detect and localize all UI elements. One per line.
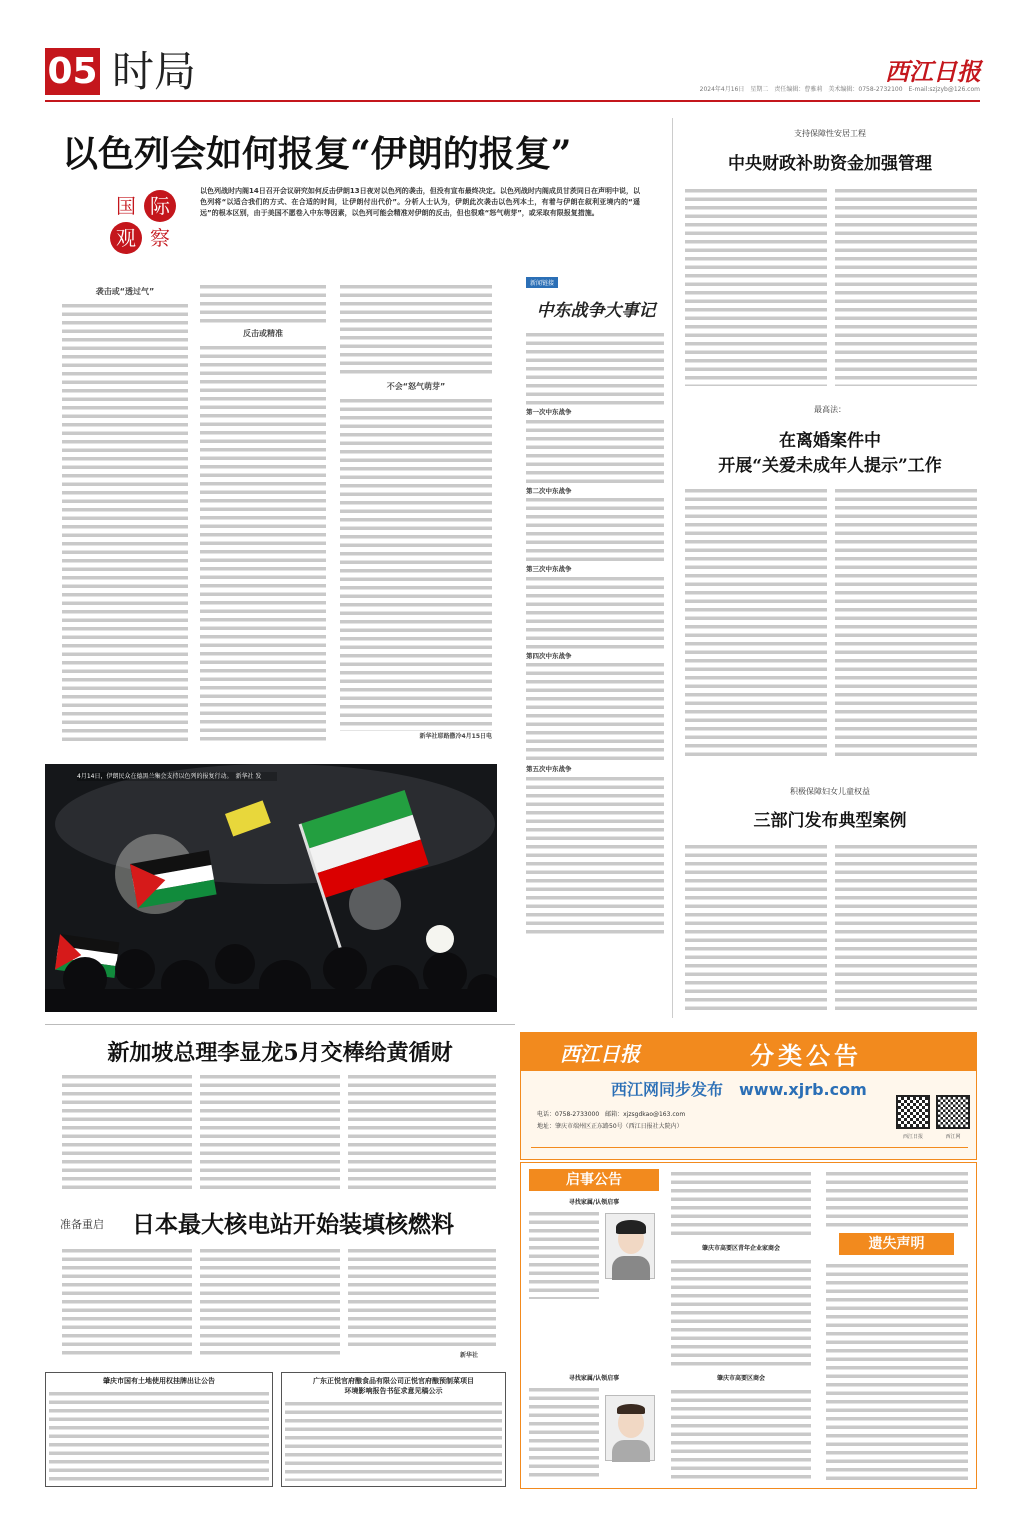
classified-contact-1: 电话：0758-2733000 邮箱：xjzsgdkao@163.com (537, 1111, 686, 1118)
article-1-kicker: 支持保障性安居工程 (794, 129, 866, 138)
classified-banner (520, 1032, 977, 1070)
subhead-2: 反击或精准 (243, 329, 283, 338)
body-text (526, 330, 664, 408)
notice-2-title-2: 环境影响报告书征求意见稿公示 (344, 1387, 443, 1395)
classified-contact-2: 地址：肇庆市端州区正东路50号（西江日报社大院内） (537, 1123, 683, 1130)
header-rule (45, 100, 980, 102)
notice-body (49, 1389, 269, 1481)
international-badge (110, 190, 180, 254)
byline: 新华社耶路撒冷4月15日电 (419, 733, 492, 740)
section-title: 时局 (112, 47, 197, 96)
article-2-body-a (685, 486, 827, 761)
main-body-col-2 (200, 282, 326, 752)
classified-subtitle: 西江网同步发布 www.xjrb.com (611, 1080, 867, 1099)
notice-section-1: 启事公告 (529, 1169, 659, 1191)
body-text (340, 282, 492, 377)
war-1-heading: 第一次中东战争 (526, 408, 572, 416)
col-divider (672, 118, 673, 1018)
article-3-kicker: 积极保障妇女儿童权益 (790, 787, 870, 796)
body-text (526, 574, 664, 652)
notice-col-3a (826, 1169, 968, 1229)
article-2-kicker: 最高法： (814, 405, 846, 414)
page-number-box: 05 (45, 48, 100, 95)
japan-byline: 新华社 (460, 1352, 479, 1359)
notice-box-1 (45, 1372, 273, 1487)
japan-title: 日本最大核电站开始装填核燃料 (132, 1211, 454, 1238)
notice-col-3b (826, 1261, 968, 1483)
notice-col-2a (671, 1169, 811, 1239)
notice-body (285, 1399, 502, 1481)
body-text (200, 343, 326, 743)
date-line: 2024年4月16日 星期二 责任编辑：曹雅莉 美术编辑：0758-2732100 E-mail:szjzyb@126.com (699, 86, 980, 93)
japan-body-b (200, 1246, 340, 1358)
chronicle-body (526, 330, 664, 1020)
article-2-title-2: 开展“关爱未成年人提示”工作 (718, 456, 942, 476)
seeking-heading-1: 寻找家属/认领启事 (568, 1199, 620, 1206)
chronicle-title: 中东战争大事记 (536, 301, 656, 321)
qr-code-1[interactable] (896, 1095, 930, 1129)
notice-subhead-1: 肇庆市高要区青年企业家商会 (701, 1245, 780, 1252)
notice-subhead-2: 肇庆市高要区商会 (716, 1375, 765, 1382)
classified-grid (520, 1162, 977, 1489)
singapore-body-b (200, 1072, 340, 1190)
body-text (526, 417, 664, 487)
war-2-heading: 第二次中东战争 (526, 486, 572, 495)
article-2-title-1: 在离婚案件中 (779, 431, 881, 451)
main-body-col-3 (340, 282, 492, 752)
subhead-3: 不会“怒气萌芽” (386, 382, 446, 391)
qr-code-2[interactable] (936, 1095, 970, 1129)
main-body-col-1 (62, 282, 188, 752)
badge-char-1: 国 (116, 194, 136, 218)
body-text (526, 495, 664, 565)
article-1-body-a (685, 186, 827, 386)
qr-label-1: 西江日报 (902, 1134, 923, 1140)
classified-title: 分类公告 (750, 1042, 862, 1070)
body-text (526, 660, 664, 765)
notice-col-2c (671, 1387, 811, 1483)
singapore-body-c (348, 1072, 496, 1190)
badge-char-2: 际 (144, 190, 176, 222)
seeking-heading-2: 寻找家属/认领启事 (568, 1375, 620, 1382)
subhead-1: 袭击或“透过气” (95, 287, 155, 296)
seeking-body-2 (529, 1385, 599, 1480)
photo-illustration (45, 764, 497, 1012)
war-3-heading: 第三次中东战争 (526, 565, 572, 573)
body-text (340, 396, 492, 731)
classified-info (520, 1070, 977, 1160)
body-text (62, 301, 188, 746)
article-3-title: 三部门发布典型案例 (753, 811, 907, 831)
badge-char-4: 察 (150, 226, 170, 250)
main-headline: 以色列会如何报复“伊朗的报复” (62, 133, 572, 175)
japan-body-c (348, 1246, 496, 1346)
article-3-body-b (835, 842, 977, 1014)
article-2-body-b (835, 486, 977, 761)
notice-box-2 (281, 1372, 506, 1487)
photo-caption: 4月14日，伊朗民众在德黑兰集会支持以色列的报复行动。 新华社 发 (77, 772, 277, 781)
main-lead: 以色列战时内阁14日召开会议研究如何反击伊朗13日夜对以色列的袭击，但没有宣布最终决定。以色列战时内阁成员甘茨同日在声明中说，以色列将“以适合我们的方式、在合适的时间，让伊朗付出代价”。分析人士认为，伊朗此次袭击以色列本土，有着与伊朗在叙利亚境内的“遥远”的根本区别，由于美国不愿卷入中东等因素，以色列可能会精准对伊朗的反击，但也很难“怒气萌芽”，或采取有限报复措施。 (200, 187, 640, 217)
singapore-body-a (62, 1072, 192, 1190)
notice-col-2b (671, 1257, 811, 1367)
war-5-heading: 第五次中东战争 (526, 765, 572, 773)
article-1-title: 中央财政补助资金加强管理 (728, 154, 932, 174)
japan-kicker: 准备重启 (60, 1218, 104, 1231)
japan-body-a (62, 1246, 192, 1358)
child-photo-2 (605, 1395, 655, 1461)
article-3-body-a (685, 842, 827, 1014)
war-4-heading: 第四次中东战争 (526, 651, 572, 660)
qr-label-2: 西江网 (945, 1134, 961, 1140)
notice-2-title-1: 广东正悦官府酿食品有限公司正悦官府酿预制菜项目 (313, 1377, 474, 1385)
article-1-body-b (835, 186, 977, 386)
notice-1-title: 肇庆市国有土地使用权挂牌出让公告 (103, 1377, 215, 1385)
chronicle-tag: 新闻链接 (526, 277, 558, 288)
notice-section-2: 遗失声明 (839, 1233, 954, 1255)
classified-logo: 西江日报 (560, 1042, 640, 1066)
protest-photo (45, 764, 497, 1012)
body-text (526, 774, 664, 934)
seeking-body-1 (529, 1209, 599, 1299)
newspaper-logo: 西江日报 (885, 57, 981, 86)
section-rule (45, 1024, 515, 1025)
badge-char-3: 观 (110, 222, 142, 254)
classified-ad-rule (531, 1147, 968, 1148)
child-photo-1 (605, 1213, 655, 1279)
body-text (200, 282, 326, 324)
singapore-title: 新加坡总理李显龙5月交棒给黄循财 (107, 1040, 453, 1066)
